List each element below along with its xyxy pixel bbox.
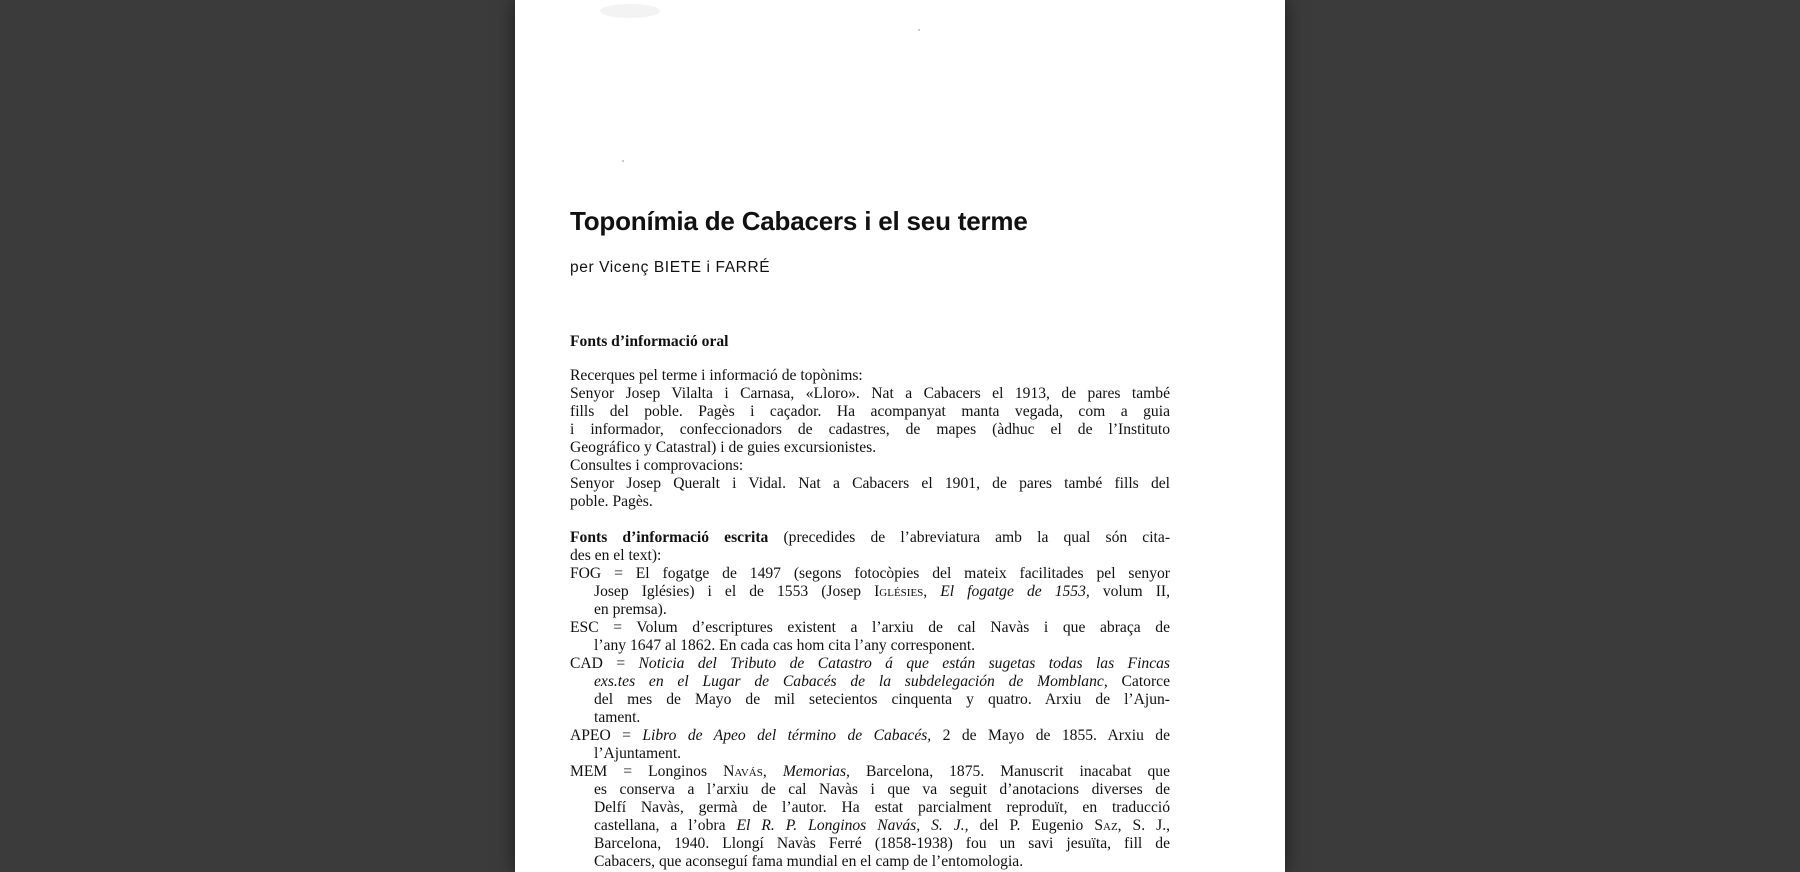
entry-text: Barcelona, 1875. Manuscrit inacabat que: [849, 763, 1170, 780]
written-sources-heading-line2: des en el text):: [570, 547, 662, 564]
entry-author: Iglésies: [874, 583, 924, 600]
oral-sources-heading: Fonts d’informació oral: [570, 333, 729, 350]
written-sources-heading-line: [570, 529, 1170, 547]
oral-line: Consultes i comprovacions:: [570, 457, 744, 474]
oral-line: i informador, confeccionadors de cadastres, de mapes (àdhuc el de l’Instituto: [570, 421, 1170, 438]
entry-apeo-line: l’Ajuntament.: [594, 745, 682, 762]
author-line: per Vicenç BIETE i FARRÉ: [570, 259, 771, 276]
entry-work-title: El R. P. Longinos Navás, S. J.,: [736, 817, 969, 834]
entry-work-title: exs.tes en el Lugar de Cabacés de la subdelegación de Momblanc,: [594, 673, 1108, 690]
entry-cad-line: tament.: [594, 709, 641, 726]
entry-abbrev: MEM = Longinos: [570, 763, 724, 780]
entry-fog-line: en premsa).: [594, 601, 667, 618]
entry-mem-line: [594, 817, 1170, 835]
entry-text: volum II,: [1089, 583, 1170, 600]
entry-text: Catorce: [1107, 673, 1170, 690]
oral-line: Senyor Josep Vilalta i Carnasa, «Lloro». Nat a Cabacers el 1913, de pares també: [570, 385, 1170, 402]
oral-line: Recerques pel terme i informació de topònims:: [570, 367, 863, 384]
entry-mem-line: es conserva a l’arxiu de cal Navàs i que va seguit d’anotacions diverses de: [594, 781, 1170, 798]
entry-abbrev: CAD =: [570, 655, 639, 672]
entry-apeo-line: [570, 727, 1170, 745]
entry-mem-line: [570, 763, 1170, 781]
scan-speck: [622, 160, 624, 162]
entry-esc-line: l’any 1647 al 1862. En cada cas hom cita l’any corresponent.: [594, 637, 976, 654]
entry-author: Saz: [1094, 817, 1118, 834]
document-page: [515, 0, 1285, 872]
entry-text: , S. J.,: [1117, 817, 1170, 834]
entry-work-title: Noticia del Tributo de Catastro á que están sugetas todas las Fincas: [638, 655, 1170, 672]
entry-fog-line: [594, 583, 1170, 601]
entry-work-title: El fogatge de 1553,: [940, 583, 1090, 600]
entry-text: del P. Eugenio: [968, 817, 1095, 834]
oral-line: Geográfico y Catastral) i de guies excursionistes.: [570, 439, 877, 456]
oral-line: Senyor Josep Queralt i Vidal. Nat a Cabacers el 1901, de pares també fills del: [570, 475, 1170, 492]
entry-fog-line: FOG = El fogatge de 1497 (segons fotocòpies del mateix facilitades pel senyor: [570, 565, 1170, 582]
entry-work-title: Memorias,: [782, 763, 850, 780]
written-sources-heading: Fonts d’informació escrita: [570, 529, 769, 546]
document-title: Toponímia de Cabacers i el seu terme: [570, 206, 1028, 236]
oral-line: fills del poble. Pagès i caçador. Ha acompanyat manta vegada, com a guia: [570, 403, 1170, 420]
entry-cad-line: [594, 673, 1170, 691]
entry-abbrev: APEO =: [570, 727, 643, 744]
entry-mem-line: Barcelona, 1940. Llongí Navàs Ferré (1858-1938) fou un savi jesuïta, fill de: [594, 835, 1170, 852]
entry-esc-line: ESC = Volum d’escriptures existent a l’arxiu de cal Navàs i que abraça de: [570, 619, 1170, 636]
entry-text: castellana, a l’obra: [594, 817, 737, 834]
entry-text: ,: [923, 583, 941, 600]
scan-speck: [918, 29, 920, 31]
entry-text: Josep Iglésies) i el de 1553 (Josep: [594, 583, 875, 600]
oral-line: poble. Pagès.: [570, 493, 653, 510]
entry-text: 2 de Mayo de 1855. Arxiu de: [931, 727, 1170, 744]
entry-cad-line: del mes de Mayo de mil setecientos cinquenta y quatro. Arxiu de l’Ajun-: [594, 691, 1170, 708]
entry-mem-line: Delfí Navàs, germà de l’autor. Ha estat parcialment reproduït, en traducció: [594, 799, 1170, 816]
scan-smudge: [600, 4, 660, 18]
entry-work-title: Libro de Apeo del término de Cabacés,: [642, 727, 932, 744]
written-sources-heading-rest: (precedides de l’abreviatura amb la qual són cita-: [768, 529, 1170, 546]
entry-author: Navás: [723, 763, 763, 780]
entry-cad-line: [570, 655, 1170, 673]
entry-mem-line: Cabacers, que aconseguí fama mundial en el camp de l’entomologia.: [594, 853, 1024, 870]
entry-text: ,: [762, 763, 783, 780]
